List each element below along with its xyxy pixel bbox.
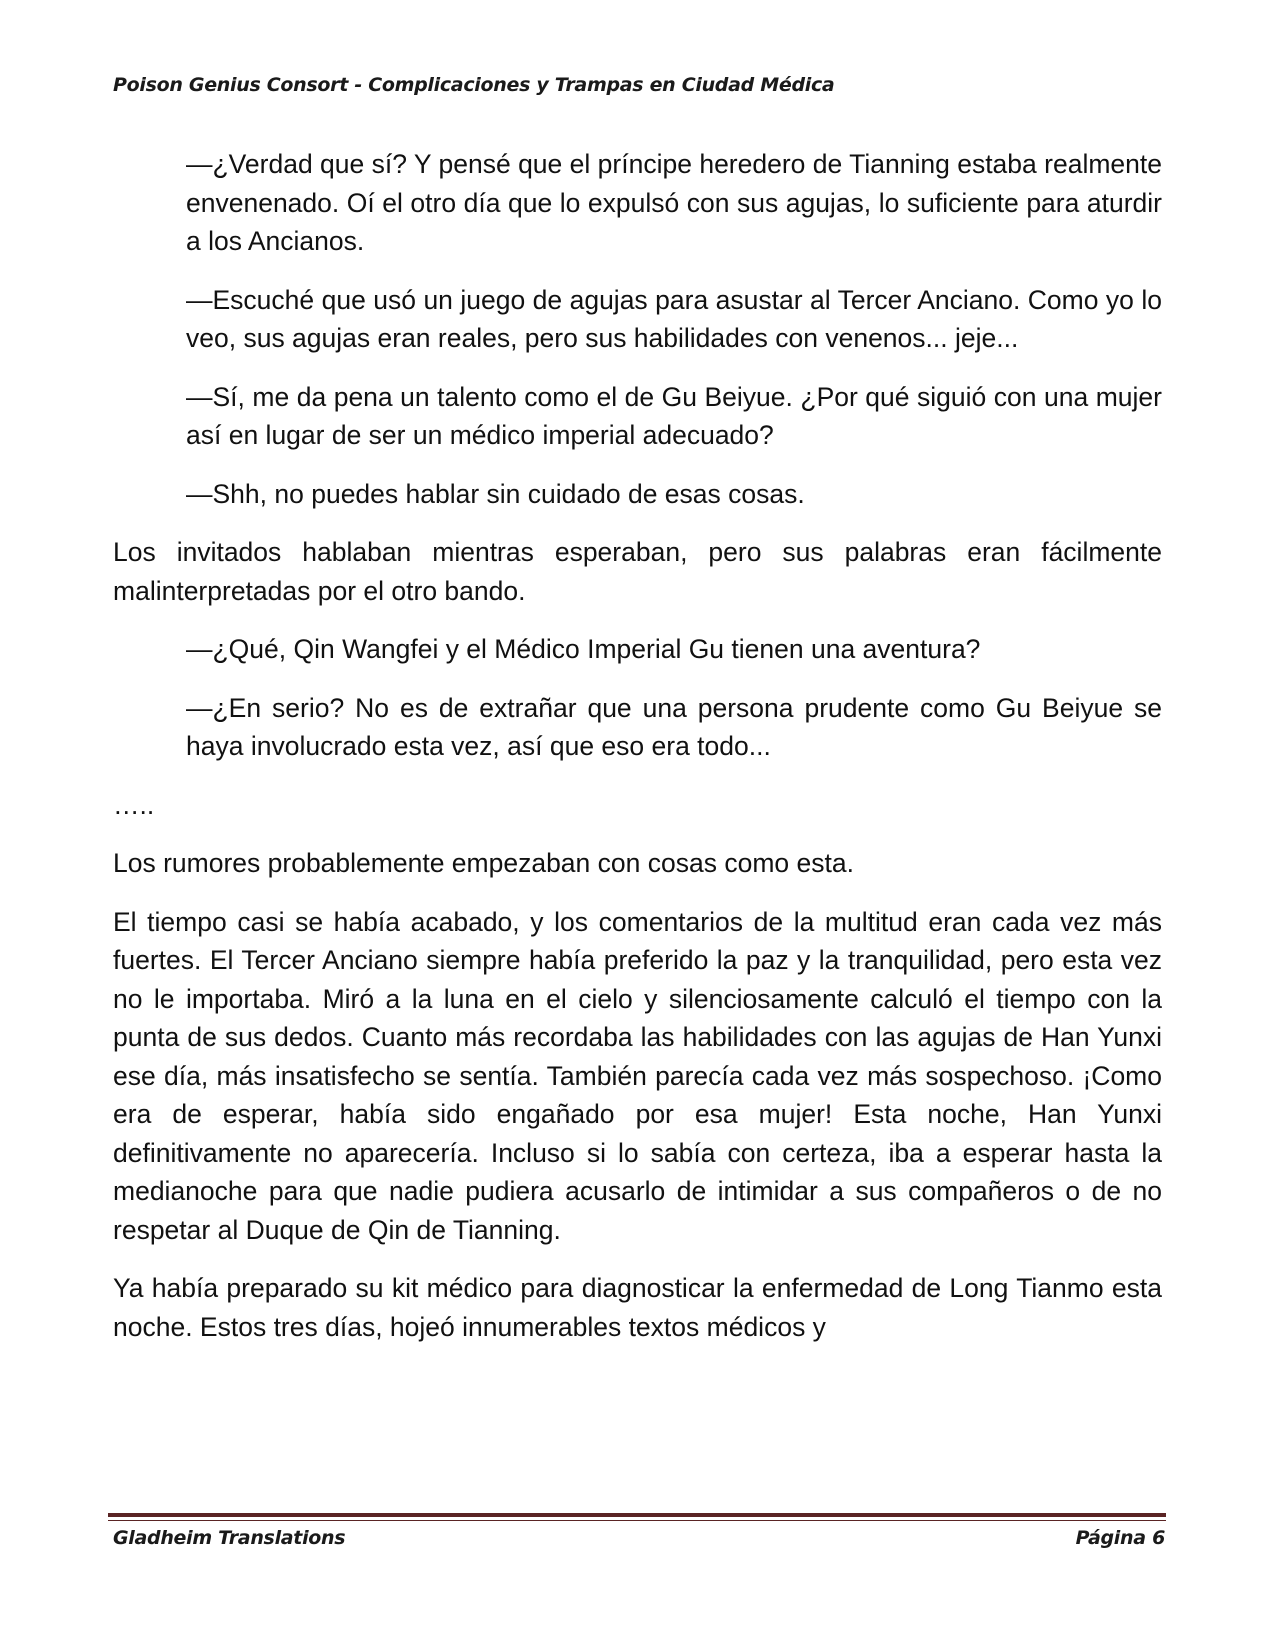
scene-break: …..: [113, 789, 155, 820]
dialogue-paragraph: —¿Verdad que sí? Y pensé que el príncipe heredero de Tianning estaba realmente envenenado. Oí el otro día que lo expulsó con sus agujas, lo suficiente para aturdir a los Ancianos.: [186, 149, 1162, 256]
running-header-title: Poison Genius Consort - Complicaciones y Trampas en Ciudad Médica: [113, 74, 835, 96]
footer-publisher: Gladheim Translations: [113, 1527, 346, 1549]
narration-paragraph: Los invitados hablaban mientras esperaban, pero sus palabras eran fácilmente malinterpretadas por el otro bando.: [113, 537, 1162, 606]
footer-divider: [108, 1513, 1166, 1517]
footer-divider-thin: [108, 1520, 1166, 1521]
dialogue-paragraph: —Sí, me da pena un talento como el de Gu Beiyue. ¿Por qué siguió con una mujer así en lugar de ser un médico imperial adecuado?: [186, 381, 1162, 450]
dialogue-paragraph: —¿Qué, Qin Wangfei y el Médico Imperial Gu tienen una aventura?: [186, 634, 981, 664]
dialogue-paragraph: —Shh, no puedes hablar sin cuidado de esas cosas.: [186, 478, 805, 509]
narration-paragraph: Ya había preparado su kit médico para diagnosticar la enfermedad de Long Tianmo esta noche. Estos tres días, hojeó innumerables textos médicos y: [113, 1273, 1162, 1342]
narration-paragraph: Los rumores probablemente empezaban con cosas como esta.: [113, 848, 854, 878]
footer-page-number: Página 6: [1075, 1527, 1165, 1549]
page-body: [113, 145, 1162, 1366]
dialogue-paragraph: —¿En serio? No es de extrañar que una persona prudente como Gu Beiyue se haya involucrado esta vez, así que eso era todo...: [186, 692, 1162, 761]
dialogue-paragraph: —Escuché que usó un juego de agujas para asustar al Tercer Anciano. Como yo lo veo, sus agujas eran reales, pero sus habilidades con venenos... jeje...: [186, 284, 1162, 353]
narration-paragraph: El tiempo casi se había acabado, y los comentarios de la multitud eran cada vez más fuertes. El Tercer Anciano siempre había preferido la paz y la tranquilidad, pero esta vez no le importaba. Miró a la luna en el cielo y silenciosamente calculó el tiempo con la punta de sus dedos. Cuanto más recordaba las habilidades con las agujas de Han Yunxi ese día, más insatisfecho se sentía. También parecía cada vez más sospechoso. ¡Como era de esperar, había sido engañado por esa mujer! Esta noche, Han Yunxi definitivamente no aparecería. Incluso si lo sabía con certeza, iba a esperar hasta la medianoche para que nadie pudiera acusarlo de intimidar a sus compañeros o de no respetar al Duque de Qin de Tianning.: [113, 906, 1162, 1245]
